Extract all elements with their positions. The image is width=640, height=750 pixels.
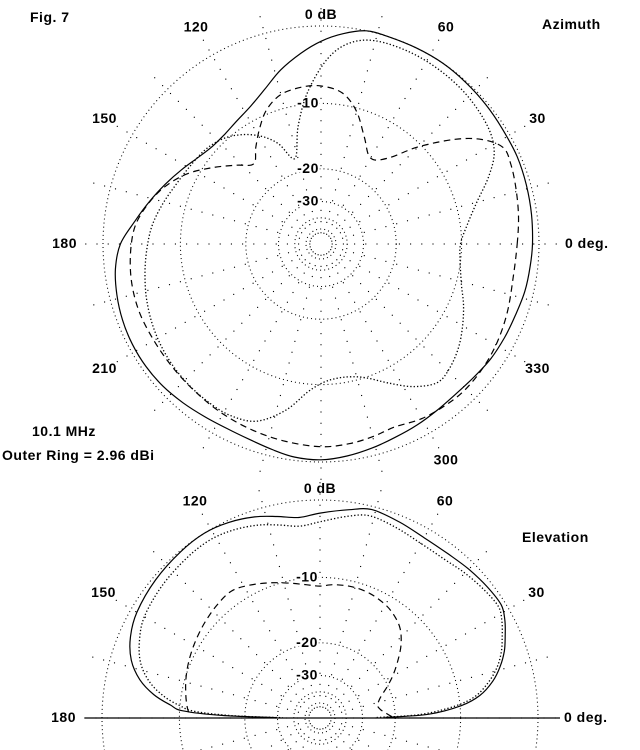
frequency-label: 10.1 MHz bbox=[32, 423, 96, 439]
elevation-ring-label: -10 bbox=[296, 568, 318, 585]
azimuth-grid-ring bbox=[295, 218, 347, 270]
elevation-ring-label: -30 bbox=[296, 666, 318, 683]
azimuth-angle-label: 0 dB bbox=[304, 6, 338, 22]
azimuth-angle-label: 0 deg. bbox=[565, 235, 609, 251]
elevation-grid-ring bbox=[102, 500, 538, 750]
azimuth-angle-label: 210 bbox=[92, 360, 117, 376]
azimuth-series-dotted bbox=[145, 40, 494, 421]
azimuth-angle-label: 60 bbox=[437, 18, 455, 35]
elevation-angle-label: 180 bbox=[51, 709, 76, 725]
figure-label: Fig. 7 bbox=[30, 9, 70, 25]
elevation-plot bbox=[51, 480, 607, 750]
elevation-grid-ring bbox=[179, 577, 460, 750]
azimuth-series-dashed bbox=[130, 86, 518, 447]
azimuth-series-solid bbox=[115, 31, 532, 460]
azimuth-ring-label: -10 bbox=[297, 94, 319, 111]
azimuth-grid-ring bbox=[306, 229, 336, 259]
elevation-grid-ring bbox=[245, 643, 395, 750]
elevation-angle-label: 30 bbox=[528, 584, 545, 600]
elevation-series-dashed bbox=[186, 583, 402, 717]
elevation-angle-label: 150 bbox=[91, 584, 116, 600]
azimuth-ring-label: -20 bbox=[297, 159, 319, 176]
azimuth-plot bbox=[52, 6, 608, 479]
azimuth-grid-ring bbox=[279, 202, 364, 287]
elevation-angle-label: 0 deg. bbox=[564, 709, 608, 725]
elevation-ring-label: -20 bbox=[296, 633, 318, 650]
azimuth-angle-label: 180 bbox=[52, 235, 77, 251]
azimuth-angle-label: 150 bbox=[92, 110, 117, 126]
azimuth-angle-label: 30 bbox=[529, 110, 546, 126]
outer-ring-label: Outer Ring = 2.96 dBi bbox=[2, 447, 155, 463]
elevation-grid-ring bbox=[278, 676, 363, 750]
elevation-angle-label: 120 bbox=[182, 492, 208, 509]
elevation-angle-label: 60 bbox=[436, 492, 454, 509]
azimuth-ring-label: -30 bbox=[297, 192, 319, 209]
azimuth-title: Azimuth bbox=[542, 16, 601, 32]
elevation-grid-spoke-dots bbox=[85, 483, 555, 750]
azimuth-angle-label: 120 bbox=[183, 18, 209, 35]
azimuth-angle-label: 300 bbox=[433, 451, 459, 468]
elevation-angle-label: 0 dB bbox=[303, 480, 337, 496]
azimuth-grid-ring bbox=[103, 26, 539, 462]
azimuth-grid-ring bbox=[246, 169, 396, 319]
elevation-series-dotted bbox=[139, 515, 502, 718]
azimuth-grid-ring bbox=[180, 103, 461, 384]
azimuth-angle-label: 330 bbox=[525, 360, 550, 376]
azimuth-grid-spoke-dots bbox=[86, 9, 556, 479]
elevation-title: Elevation bbox=[522, 529, 589, 545]
